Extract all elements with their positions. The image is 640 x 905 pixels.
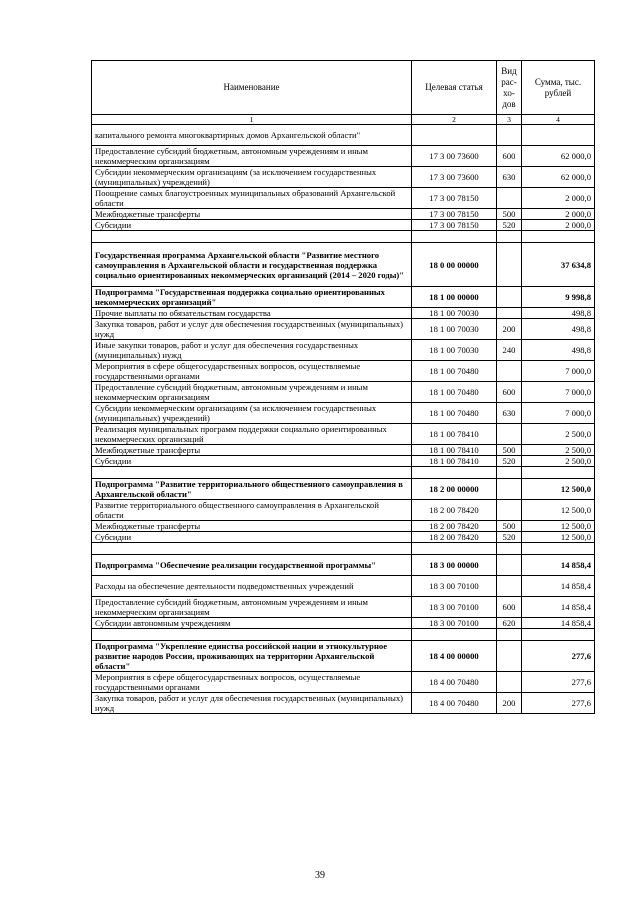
row-sum: 14 858,4 <box>522 576 595 597</box>
row-code: 18 1 00 00000 <box>412 287 497 308</box>
row-sum: 277,6 <box>522 672 595 693</box>
header-code: Целевая статья <box>412 61 497 115</box>
row-name: Закупка товаров, работ и услуг для обеспечения государственных (муниципальных) нужд <box>92 319 412 340</box>
spacer-cell <box>92 629 412 641</box>
row-sum: 7 000,0 <box>522 403 595 424</box>
table-row <box>92 597 595 618</box>
table-row <box>92 479 595 500</box>
row-sum: 498,8 <box>522 308 595 319</box>
table-row <box>92 693 595 714</box>
row-name: Мероприятия в сфере общегосударственных вопросов, осуществляемые государственными органами <box>92 672 412 693</box>
row-vid: 520 <box>497 220 522 231</box>
table-row <box>92 243 595 287</box>
row-name: Поощрение самых благоустроенных муниципальных образований Архангельской области <box>92 188 412 209</box>
row-vid <box>497 672 522 693</box>
row-code: 18 1 00 70030 <box>412 308 497 319</box>
table-row <box>92 424 595 445</box>
row-vid <box>497 479 522 500</box>
row-vid <box>497 361 522 382</box>
row-name: Мероприятия в сфере общегосударственных вопросов, осуществляемые государственными органами <box>92 361 412 382</box>
row-vid: 500 <box>497 445 522 456</box>
column-number-row <box>92 115 595 125</box>
table-row <box>92 220 595 231</box>
row-code: 17 3 00 73600 <box>412 167 497 188</box>
row-code: 17 3 00 78150 <box>412 188 497 209</box>
table-row <box>92 308 595 319</box>
row-code: 18 4 00 70480 <box>412 672 497 693</box>
row-name: капитального ремонта многоквартирных домов Архангельской области" <box>92 125 412 146</box>
row-sum <box>522 125 595 146</box>
spacer-row <box>92 467 595 479</box>
spacer-cell <box>412 231 497 243</box>
row-vid <box>497 243 522 287</box>
row-name: Прочие выплаты по обязательствам государства <box>92 308 412 319</box>
column-number: 3 <box>497 115 522 125</box>
row-sum: 2 000,0 <box>522 188 595 209</box>
row-code: 18 4 00 00000 <box>412 641 497 672</box>
column-number: 2 <box>412 115 497 125</box>
column-number: 4 <box>522 115 595 125</box>
row-sum: 12 500,0 <box>522 500 595 521</box>
row-sum: 277,6 <box>522 693 595 714</box>
row-code: 18 2 00 78420 <box>412 521 497 532</box>
row-code: 18 3 00 70100 <box>412 597 497 618</box>
table-row <box>92 287 595 308</box>
row-vid: 520 <box>497 532 522 543</box>
row-sum: 12 500,0 <box>522 521 595 532</box>
row-vid: 630 <box>497 403 522 424</box>
row-name: Государственная программа Архангельской области "Развитие местного самоуправления в Архангельской области и государственная поддержка социально ориентированных некоммерческих организаций (2014 – 2020 годы)" <box>92 243 412 287</box>
row-name: Субсидии некоммерческим организациям (за исключением государственных (муниципальных) учреждений) <box>92 403 412 424</box>
row-code: 17 3 00 73600 <box>412 146 497 167</box>
table-row <box>92 361 595 382</box>
table-row <box>92 500 595 521</box>
row-name: Иные закупки товаров, работ и услуг для обеспечения государственных (муниципальных) нужд <box>92 340 412 361</box>
row-sum: 12 500,0 <box>522 479 595 500</box>
table-row <box>92 445 595 456</box>
row-code: 18 3 00 70100 <box>412 576 497 597</box>
spacer-row <box>92 543 595 555</box>
table-row <box>92 382 595 403</box>
row-code: 18 1 00 70030 <box>412 340 497 361</box>
row-vid: 200 <box>497 693 522 714</box>
row-code: 18 1 00 70480 <box>412 382 497 403</box>
row-vid <box>497 424 522 445</box>
row-name: Развитие территориального общественного самоуправления в Архангельской области <box>92 500 412 521</box>
spacer-cell <box>412 467 497 479</box>
row-vid <box>497 287 522 308</box>
row-sum: 277,6 <box>522 641 595 672</box>
table-row <box>92 209 595 220</box>
spacer-row <box>92 629 595 641</box>
table-row <box>92 319 595 340</box>
row-vid: 600 <box>497 146 522 167</box>
column-number: 1 <box>92 115 412 125</box>
table-row <box>92 125 595 146</box>
table-row <box>92 167 595 188</box>
row-sum: 37 634,8 <box>522 243 595 287</box>
row-vid <box>497 641 522 672</box>
table-row <box>92 641 595 672</box>
spacer-cell <box>497 629 522 641</box>
row-vid: 520 <box>497 456 522 467</box>
row-code: 18 1 00 78410 <box>412 445 497 456</box>
table-row <box>92 188 595 209</box>
row-sum: 2 500,0 <box>522 445 595 456</box>
table-row <box>92 340 595 361</box>
row-vid: 630 <box>497 167 522 188</box>
row-sum: 498,8 <box>522 340 595 361</box>
row-code: 18 3 00 70100 <box>412 618 497 629</box>
spacer-cell <box>92 467 412 479</box>
row-vid: 620 <box>497 618 522 629</box>
spacer-cell <box>412 543 497 555</box>
row-code: 18 2 00 00000 <box>412 479 497 500</box>
spacer-cell <box>522 629 595 641</box>
header-sum: Сумма, тыс. рублей <box>522 61 595 115</box>
spacer-cell <box>522 543 595 555</box>
row-name: Расходы на обеспечение деятельности подведомственных учреждений <box>92 576 412 597</box>
spacer-cell <box>522 231 595 243</box>
row-sum: 2 000,0 <box>522 220 595 231</box>
row-sum: 2 500,0 <box>522 424 595 445</box>
row-vid <box>497 188 522 209</box>
row-vid <box>497 576 522 597</box>
spacer-cell <box>522 467 595 479</box>
row-name: Субсидии <box>92 456 412 467</box>
row-vid: 600 <box>497 597 522 618</box>
spacer-cell <box>497 467 522 479</box>
row-sum: 62 000,0 <box>522 167 595 188</box>
row-name: Реализация муниципальных программ поддержки социально ориентированных некоммерческих организаций <box>92 424 412 445</box>
row-sum: 2 000,0 <box>522 209 595 220</box>
row-name: Субсидии <box>92 220 412 231</box>
page-number: 39 <box>315 870 325 881</box>
row-sum: 2 500,0 <box>522 456 595 467</box>
row-code: 18 1 00 70480 <box>412 361 497 382</box>
spacer-cell <box>92 231 412 243</box>
row-sum: 14 858,4 <box>522 618 595 629</box>
row-vid <box>497 500 522 521</box>
table-row <box>92 146 595 167</box>
row-sum: 62 000,0 <box>522 146 595 167</box>
row-sum: 498,8 <box>522 319 595 340</box>
table-row <box>92 532 595 543</box>
row-vid: 240 <box>497 340 522 361</box>
row-code <box>412 125 497 146</box>
row-name: Подпрограмма "Развитие территориального общественного самоуправления в Архангельской области" <box>92 479 412 500</box>
row-name: Межбюджетные трансферты <box>92 445 412 456</box>
budget-table-body <box>92 61 595 714</box>
row-sum: 14 858,4 <box>522 555 595 576</box>
row-name: Подпрограмма "Укрепление единства российской нации и этнокультурное развитие народов России, проживающих на территории Архангельской области" <box>92 641 412 672</box>
header-vid: Вид рас-хо-дов <box>497 61 522 115</box>
spacer-cell <box>412 629 497 641</box>
row-vid: 600 <box>497 382 522 403</box>
row-code: 18 0 00 00000 <box>412 243 497 287</box>
budget-table <box>91 60 595 714</box>
table-header-row <box>92 61 595 115</box>
row-name: Предоставление субсидий бюджетным, автономным учреждениям и иным некоммерческим организациям <box>92 382 412 403</box>
table-row <box>92 576 595 597</box>
row-name: Субсидии автономным учреждениям <box>92 618 412 629</box>
table-row <box>92 456 595 467</box>
row-name: Подпрограмма "Государственная поддержка социально ориентированных некоммерческих организаций" <box>92 287 412 308</box>
table-row <box>92 672 595 693</box>
spacer-cell <box>497 543 522 555</box>
row-vid: 500 <box>497 521 522 532</box>
row-sum: 9 998,8 <box>522 287 595 308</box>
row-code: 18 1 00 70030 <box>412 319 497 340</box>
row-name: Подпрограмма "Обеспечение реализации государственной программы" <box>92 555 412 576</box>
row-sum: 14 858,4 <box>522 597 595 618</box>
spacer-cell <box>497 231 522 243</box>
row-code: 18 4 00 70480 <box>412 693 497 714</box>
row-code: 17 3 00 78150 <box>412 209 497 220</box>
row-code: 18 1 00 78410 <box>412 424 497 445</box>
row-name: Предоставление субсидий бюджетным, автономным учреждениям и иным некоммерческим организациям <box>92 146 412 167</box>
spacer-cell <box>92 543 412 555</box>
table-row <box>92 403 595 424</box>
row-sum: 7 000,0 <box>522 361 595 382</box>
row-vid <box>497 125 522 146</box>
row-name: Субсидии некоммерческим организациям (за исключением государственных (муниципальных) учреждений) <box>92 167 412 188</box>
table-row <box>92 618 595 629</box>
row-name: Межбюджетные трансферты <box>92 521 412 532</box>
row-sum: 7 000,0 <box>522 382 595 403</box>
row-vid: 200 <box>497 319 522 340</box>
row-code: 18 2 00 78420 <box>412 532 497 543</box>
row-vid: 500 <box>497 209 522 220</box>
row-code: 18 3 00 00000 <box>412 555 497 576</box>
row-name: Межбюджетные трансферты <box>92 209 412 220</box>
row-name: Субсидии <box>92 532 412 543</box>
row-code: 18 1 00 78410 <box>412 456 497 467</box>
row-code: 18 2 00 78420 <box>412 500 497 521</box>
row-name: Предоставление субсидий бюджетным, автономным учреждениям и иным некоммерческим организациям <box>92 597 412 618</box>
table-row <box>92 555 595 576</box>
header-name: Наименование <box>92 61 412 115</box>
table-row <box>92 521 595 532</box>
row-code: 18 1 00 70480 <box>412 403 497 424</box>
row-code: 17 3 00 78150 <box>412 220 497 231</box>
row-vid <box>497 308 522 319</box>
row-name: Закупка товаров, работ и услуг для обеспечения государственных (муниципальных) нужд <box>92 693 412 714</box>
spacer-row <box>92 231 595 243</box>
row-vid <box>497 555 522 576</box>
row-sum: 12 500,0 <box>522 532 595 543</box>
